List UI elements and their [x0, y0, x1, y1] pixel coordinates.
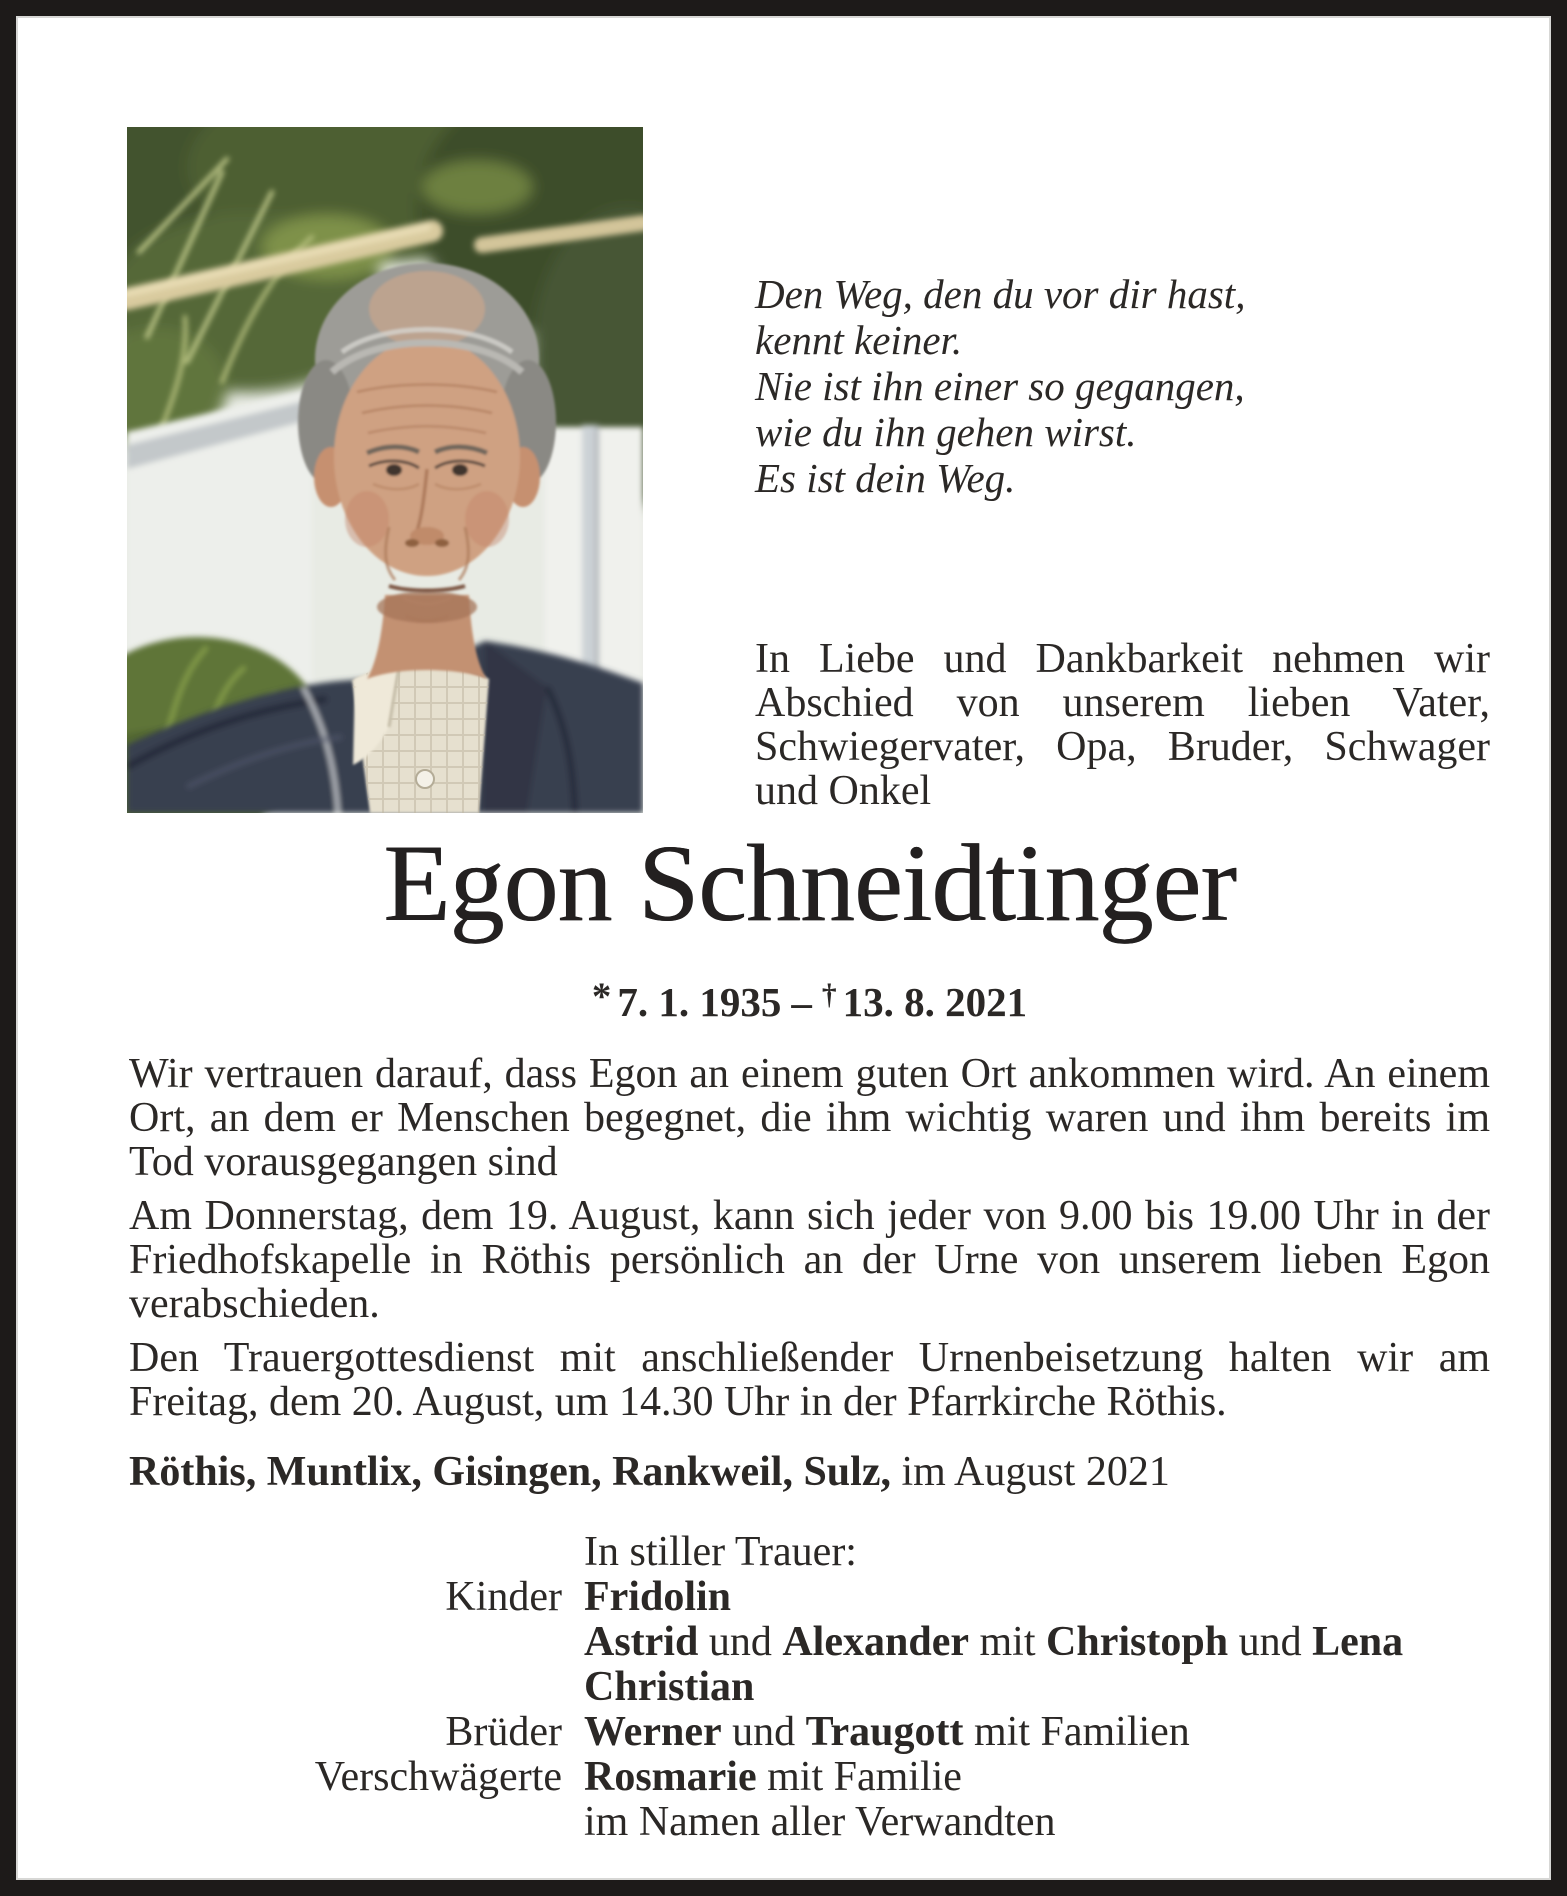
portrait-photo	[127, 127, 643, 813]
farewell-intro: In Liebe und Dankbarkeit nehmen wir Abschied von unserem lieben Vater, Schwiegervater, Opa, Bruder, Schwager und Onkel	[755, 636, 1490, 814]
mourner-connector: mit Familien	[963, 1709, 1190, 1755]
mourner-names	[584, 1575, 1490, 1620]
announcement-paragraphs	[129, 1052, 1490, 1434]
poem-line: kennt keiner.	[755, 317, 963, 363]
locations-date: im August 2021	[901, 1449, 1170, 1495]
birth-symbol: *	[591, 975, 612, 1018]
mourner-names	[584, 1620, 1490, 1665]
mourner-connector: im Namen aller Verwandten	[584, 1799, 1056, 1845]
mourner-relation-label: Kinder	[445, 1574, 562, 1620]
mourner-names	[584, 1665, 1490, 1710]
deceased-name: Egon Schneidtinger	[383, 822, 1236, 944]
body-paragraph: Am Donnerstag, dem 19. August, kann sich jeder von 9.00 bis 19.00 Uhr in der Friedhofskapelle in Röthis persönlich an der Urne von unserem lieben Egon verabschieden.	[129, 1193, 1490, 1327]
mourning-family-list	[129, 1530, 1490, 1845]
shirt-button	[416, 770, 434, 788]
mourner-name: Lena	[1312, 1619, 1404, 1665]
mourner-relation-label	[129, 1665, 562, 1710]
body-paragraph: Wir vertrauen darauf, dass Egon an einem guten Ort ankommen wird. An einem Ort, an dem er Menschen begegnet, die ihm wichtig waren und ihm bereits im Tod vorausgegangen sind	[129, 1051, 1490, 1185]
mourner-relation-label	[129, 1800, 562, 1845]
mourner-relation-label: Brüder	[445, 1709, 562, 1755]
mourner-name: Christoph	[1046, 1619, 1229, 1665]
birth-date: 7. 1. 1935	[617, 979, 782, 1025]
life-dates	[129, 975, 1490, 1026]
death-date: 13. 8. 2021	[842, 979, 1028, 1025]
locations-line	[129, 1450, 1490, 1495]
mourner-names	[584, 1530, 1490, 1575]
poem-line: wie du ihn gehen wirst.	[755, 409, 1137, 455]
mourner-names	[584, 1755, 1490, 1800]
poem-line: Es ist dein Weg.	[755, 455, 1016, 501]
poem-line: Nie ist ihn einer so gegangen,	[755, 363, 1245, 409]
mourner-relation-label: Verschwägerte	[314, 1754, 562, 1800]
mourner-name: Fridolin	[584, 1574, 732, 1620]
mourner-connector: und	[721, 1709, 806, 1755]
mourner-connector: In stiller Trauer:	[584, 1529, 857, 1575]
mourner-names	[584, 1800, 1490, 1845]
body-paragraph: Den Trauergottesdienst mit anschließender Urnenbeisetzung halten wir am Freitag, dem 20. August, um 14.30 Uhr in der Pfarrkirche Röthis.	[129, 1335, 1490, 1425]
mourner-name: Rosmarie	[584, 1754, 757, 1800]
mourner-name: Traugott	[805, 1709, 964, 1755]
mourner-relation-label	[129, 1530, 562, 1575]
mourner-name: Werner	[584, 1709, 722, 1755]
mourner-connector: und	[1228, 1619, 1313, 1665]
mourner-names	[584, 1710, 1490, 1755]
mourner-name: Astrid	[584, 1619, 699, 1665]
mourner-relation-label	[129, 1620, 562, 1665]
dates-separator: –	[791, 979, 812, 1025]
mourner-name: Alexander	[782, 1619, 969, 1665]
mourner-connector: mit	[969, 1619, 1047, 1665]
mourner-connector: mit Familie	[756, 1754, 962, 1800]
mourner-connector: und	[698, 1619, 783, 1665]
poem-line: Den Weg, den du vor dir hast,	[755, 271, 1246, 317]
death-symbol: †	[821, 978, 837, 1011]
mourner-name: Christian	[584, 1664, 755, 1710]
poem	[755, 271, 1495, 501]
locations-list: Röthis, Muntlix, Gisingen, Rankweil, Sulz,	[129, 1449, 891, 1495]
